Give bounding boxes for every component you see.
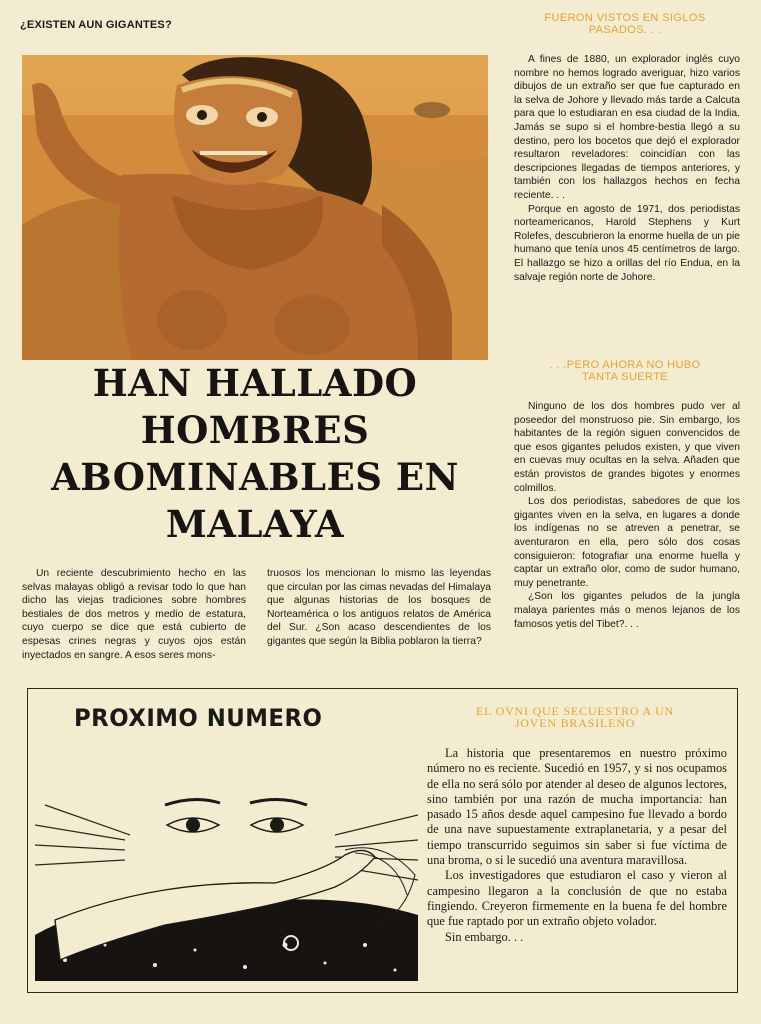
paragraph: truosos los mencionan lo mismo las leyendas que circulan por las cimas nevadas del Himalaya que algunas historias de los bosques de Norteamérica o los antiguos relatos de América del Sur. ¿Son acaso descendientes de los gigantes que según la Biblia poblaron la tierra?	[267, 568, 491, 647]
paragraph: Los dos periodistas, sabedores de que los gigantes viven en la selva, en lugares a donde los indígenas no se atreven a penetrar, se aventuraron en ella, pero sólo dos cosas consiguieron: fotografiar una enorme huella y captar un extraño olor, como de sudor humano, muy penetrante.	[514, 496, 740, 589]
intro-column-2	[267, 567, 491, 649]
paragraph: La historia que presentaremos en nuestro próximo número no es reciente. Sucedió en 1957, y si nos ocupamos de ella no será sólo por atender al deseo de algunos lectores, sino también por una razón de mucha importancia: han pasado 15 años desde aquel campesino fue llevado a bordo de una nave supuestamente extraplanetaria, y a pesar del tiempo transcurrido seguimos sin saber si fue víctima de una broma, o si le sucedió una aventura maravillosa.	[427, 746, 727, 868]
paragraph: Un reciente descubrimiento hecho en las selvas malayas obligó a revisar todo lo que han dicho las viejas tradiciones sobre hombres bestiales de dos metros y medio de estatura, cuyo cuerpo se dice que está cubierto de espesas crines negras y cuyos ojos están inyectados en sangre. A esos seres mons-	[22, 568, 246, 661]
paragraph: ¿Son los gigantes peludos de la jungla malaya parientes más o menos lejanos de los famosos yetis del Tibet?. . .	[514, 591, 740, 630]
paragraph: A fines de 1880, un explorador inglés cuyo nombre no hemos logrado averiguar, hizo varios dibujos de un extraño ser que fue capturado en la selva de Johore y llevado más tarde a Calcuta para que lo estudiaran en esa ciudad de la India. Jamás se supo si el hombre-bestia llegó a su destino, pero los bocetos que dejó el explorador resultaron reveladores: coincidían con las descripciones llegadas de tiempos anteriores, y también con los hallazgos hechos en fecha reciente. . .	[514, 54, 740, 201]
mask-figure-photo	[22, 55, 488, 360]
next-issue-title: PROXIMO NUMERO	[74, 704, 323, 732]
subhead-fueron-vistos: FUERON VISTOS EN SIGLOS PASADOS. . .	[544, 12, 706, 36]
next-issue-text	[427, 746, 727, 945]
intro-column-1	[22, 567, 246, 662]
main-headline: HAN HALLADO HOMBRES ABOMINABLES EN MALAYA	[51, 361, 459, 546]
right-column-top	[514, 53, 740, 284]
ufo-illustration	[35, 795, 418, 981]
paragraph: Los investigadores que estudiaron el caso y vieron al campesino llegaron a la conclusión de que no estaba fingiendo. Creyeron firmemente en la buena fe del hombre que fue raptado por un extraño objeto volador.	[427, 868, 727, 929]
running-head: ¿EXISTEN AUN GIGANTES?	[20, 19, 172, 31]
paragraph: Porque en agosto de 1971, dos periodistas norteamericanos, Harold Stephens y Kurt Rolefes, descubrieron la enorme huella de un pie humano que tenía unos 45 centímetros de largo. El hallazgo se hizo a orillas del río Endua, en la salvaje región norte de Johore.	[514, 203, 740, 283]
right-column-bottom	[514, 400, 740, 631]
paragraph: Sin embargo. . .	[445, 929, 524, 944]
paragraph: Ninguno de los dos hombres pudo ver al poseedor del monstruoso pie. Sin embargo, los habitantes de la región siguen convencidos de que esos gigantes peludos existen, y que viven en cuevas muy ocultas en la selva. Añaden que están provistos de grandes bigotes y enormes colmillos.	[514, 401, 740, 494]
subhead-pero-ahora: . . .PERO AHORA NO HUBO TANTA SUERTE	[549, 359, 701, 383]
next-issue-subtitle: EL OVNI QUE SECUESTRO A UN JOVEN BRASILEÑO	[475, 704, 675, 730]
